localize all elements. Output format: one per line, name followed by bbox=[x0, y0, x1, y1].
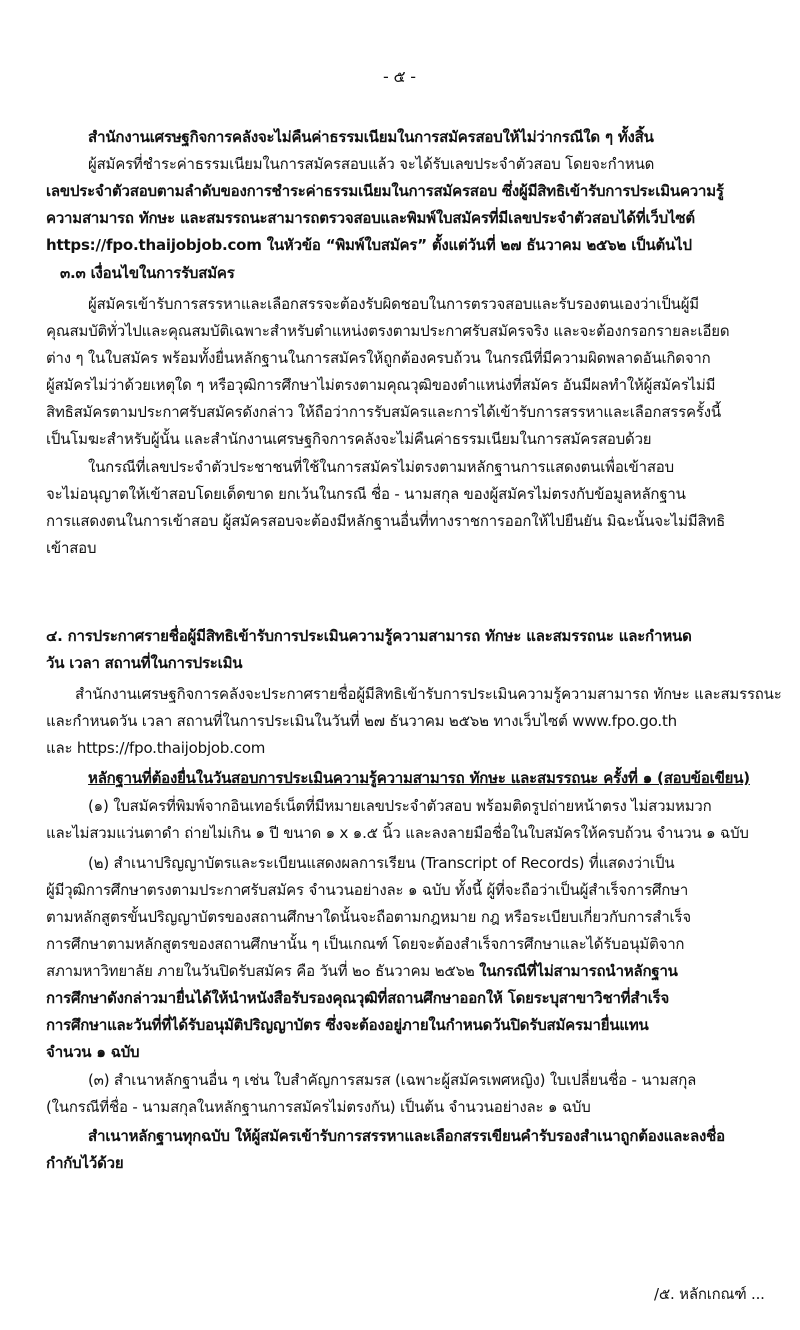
page-number: - ๕ - bbox=[383, 67, 416, 86]
paragraph-line: เข้าสอบ bbox=[46, 539, 97, 557]
list-item-2-bold: ในกรณีที่ไม่สามารถนำหลักฐาน bbox=[479, 962, 678, 980]
section-heading-4: ๔. การประกาศรายชื่อผู้มีสิทธิเข้ารับการประเมินความรู้ความสามารถ ทักษะ และสมรรถนะ และกำหนด bbox=[46, 627, 692, 645]
list-item-2 bbox=[46, 960, 678, 982]
certify-paragraph: กำกับไว้ด้วย bbox=[46, 1154, 124, 1172]
paragraph-line: การแสดงตนในการเข้าสอบ ผู้สมัครสอบจะต้องมีหลักฐานอื่นที่ทางราชการออกให้ไปยืนยัน มิฉะนั้นจะไม่มีสิทธิ bbox=[46, 512, 726, 530]
list-item-3: (๓) สำเนาหลักฐานอื่น ๆ เช่น ใบสำคัญการสมรส (เฉพาะผู้สมัครเพศหญิง) ใบเปลี่ยนชื่อ - นามสกุล bbox=[88, 1071, 697, 1089]
paragraph-line: https://fpo.thaijobjob.com ในหัวข้อ “พิมพ์ใบสมัคร” ตั้งแต่วันที่ ๒๗ ธันวาคม ๒๕๖๒ เป็นต้นไป bbox=[46, 236, 692, 254]
list-item-1: (๑) ใบสมัครที่พิมพ์จากอินเทอร์เน็ตที่มีหมายเลขประจำตัวสอบ พร้อมติดรูปถ่ายหน้าตรง ไม่สวมหมวก bbox=[88, 797, 712, 815]
paragraph-line: ผู้สมัครไม่ว่าด้วยเหตุใด ๆ หรือวุฒิการศึกษาไม่ตรงตามคุณวุฒิของตำแหน่งที่สมัคร อันมีผลทำให้ผู้สมัครไม่มี bbox=[46, 376, 716, 394]
list-item-2: (๒) สำเนาปริญญาบัตรและระเบียนแสดงผลการเรียน (Transcript of Records) ที่แสดงว่าเป็น bbox=[88, 854, 675, 872]
list-item-2-normal: สภามหาวิทยาลัย ภายในวันปิดรับสมัคร คือ วันที่ ๒๐ ธันวาคม ๒๕๖๒ bbox=[46, 962, 480, 980]
list-item-2-bold: การศึกษาดังกล่าวมายื่นได้ให้นำหนังสือรับรองคุณวุฒิที่สถานศึกษาออกให้ โดยระบุสาขาวิชาที่สำเร็จ bbox=[46, 989, 670, 1007]
paragraph-line: จะไม่อนุญาตให้เข้าสอบโดยเด็ดขาด ยกเว้นในกรณี ชื่อ - นามสกุล ของผู้สมัครไม่ตรงกับข้อมูลหลักฐาน bbox=[46, 485, 686, 503]
paragraph-line: ในกรณีที่เลขประจำตัวประชาชนที่ใช้ในการสมัครไม่ตรงตามหลักฐานการแสดงตนเพื่อเข้าสอบ bbox=[88, 458, 674, 476]
evidence-heading: หลักฐานที่ต้องยื่นในวันสอบการประเมินความรู้ความสามารถ ทักษะ และสมรรถนะ ครั้งที่ ๑ (สอบข้อเขียน) bbox=[88, 769, 750, 787]
paragraph-line: ผู้สมัครเข้ารับการสรรหาและเลือกสรรจะต้องรับผิดชอบในการตรวจสอบและรับรองตนเองว่าเป็นผู้มี bbox=[88, 295, 699, 313]
list-item-2-bold: จำนวน ๑ ฉบับ bbox=[46, 1043, 140, 1061]
paragraph-line: คุณสมบัติทั่วไปและคุณสมบัติเฉพาะสำหรับตำแหน่งตรงตามประกาศรับสมัครจริง และจะต้องกรอกรายละเอียด bbox=[46, 322, 730, 340]
list-item-3: (ในกรณีที่ชื่อ - นามสกุลในหลักฐานการสมัครไม่ตรงกัน) เป็นต้น จำนวนอย่างละ ๑ ฉบับ bbox=[46, 1098, 591, 1116]
continuation-marker: /๕. หลักเกณฑ์ ... bbox=[654, 1285, 765, 1303]
paragraph-line: และ https://fpo.thaijobjob.com bbox=[46, 739, 266, 757]
list-item-2: ผู้มีวุฒิการศึกษาตรงตามประกาศรับสมัคร จำนวนอย่างละ ๑ ฉบับ ทั้งนี้ ผู้ที่จะถือว่าเป็นผู้สำเร็จการศึกษา bbox=[46, 881, 689, 899]
paragraph-line: ผู้สมัครที่ชำระค่าธรรมเนียมในการสมัครสอบแล้ว จะได้รับเลขประจำตัวสอบ โดยจะกำหนด bbox=[88, 155, 655, 173]
section-heading-4: วัน เวลา สถานที่ในการประเมิน bbox=[46, 654, 243, 672]
list-item-1: และไม่สวมแว่นตาดำ ถ่ายไม่เกิน ๑ ปี ขนาด ๑ x ๑.๕ นิ้ว และลงลายมือชื่อในใบสมัครให้ครบถ้วน จำนวน ๑ ฉบับ bbox=[46, 824, 749, 842]
paragraph-line: ความสามารถ ทักษะ และสมรรถนะสามารถตรวจสอบและพิมพ์ใบสมัครที่มีเลขประจำตัวสอบได้ที่เว็บไซต์ bbox=[46, 209, 695, 227]
section-heading-3-3: ๓.๓ เงื่อนไขในการรับสมัคร bbox=[60, 264, 235, 282]
paragraph-line: เป็นโมฆะสำหรับผู้นั้น และสำนักงานเศรษฐกิจการคลังจะไม่คืนค่าธรรมเนียมในการสมัครสอบด้วย bbox=[46, 430, 652, 448]
fee-notice: สำนักงานเศรษฐกิจการคลังจะไม่คืนค่าธรรมเนียมในการสมัครสอบให้ไม่ว่ากรณีใด ๆ ทั้งสิ้น bbox=[88, 128, 654, 146]
paragraph-line: สิทธิสมัครตามประกาศรับสมัครดังกล่าว ให้ถือว่าการรับสมัครและการได้เข้ารับการสรรหาและเลือกสรรครั้งนี้ bbox=[46, 403, 721, 421]
list-item-2-bold: การศึกษาและวันที่ที่ได้รับอนุมัติปริญญาบัตร ซึ่งจะต้องอยู่ภายในกำหนดวันปิดรับสมัครมายื่นแทน bbox=[46, 1016, 649, 1034]
paragraph-line: ต่าง ๆ ในใบสมัคร พร้อมทั้งยื่นหลักฐานในการสมัครให้ถูกต้องครบถ้วน ในกรณีที่มีความผิดพลาดอันเกิดจาก bbox=[46, 349, 711, 367]
paragraph-line: สำนักงานเศรษฐกิจการคลังจะประกาศรายชื่อผู้มีสิทธิเข้ารับการประเมินความรู้ความสามารถ ทักษะ และสมรรถนะ bbox=[75, 685, 782, 703]
paragraph-line: และกำหนดวัน เวลา สถานที่ในการประเมินในวันที่ ๒๗ ธันวาคม ๒๕๖๒ ทางเว็บไซต์ www.fpo.go.th bbox=[46, 712, 677, 730]
list-item-2: ตามหลักสูตรขั้นปริญญาบัตรของสถานศึกษาใดนั้นจะถือตามกฎหมาย กฎ หรือระเบียบเกี่ยวกับการสำเร็จ bbox=[46, 908, 691, 926]
certify-paragraph: สำเนาหลักฐานทุกฉบับ ให้ผู้สมัครเข้ารับการสรรหาและเลือกสรรเขียนคำรับรองสำเนาถูกต้องและลงชื่อ bbox=[88, 1127, 725, 1145]
list-item-2: การศึกษาตามหลักสูตรของสถานศึกษานั้น ๆ เป็นเกณฑ์ โดยจะต้องสำเร็จการศึกษาและได้รับอนุมัติจาก bbox=[46, 935, 685, 953]
paragraph-line: เลขประจำตัวสอบตามลำดับของการชำระค่าธรรมเนียมในการสมัครสอบ ซึ่งผู้มีสิทธิเข้ารับการประเมินความรู้ bbox=[46, 182, 724, 200]
